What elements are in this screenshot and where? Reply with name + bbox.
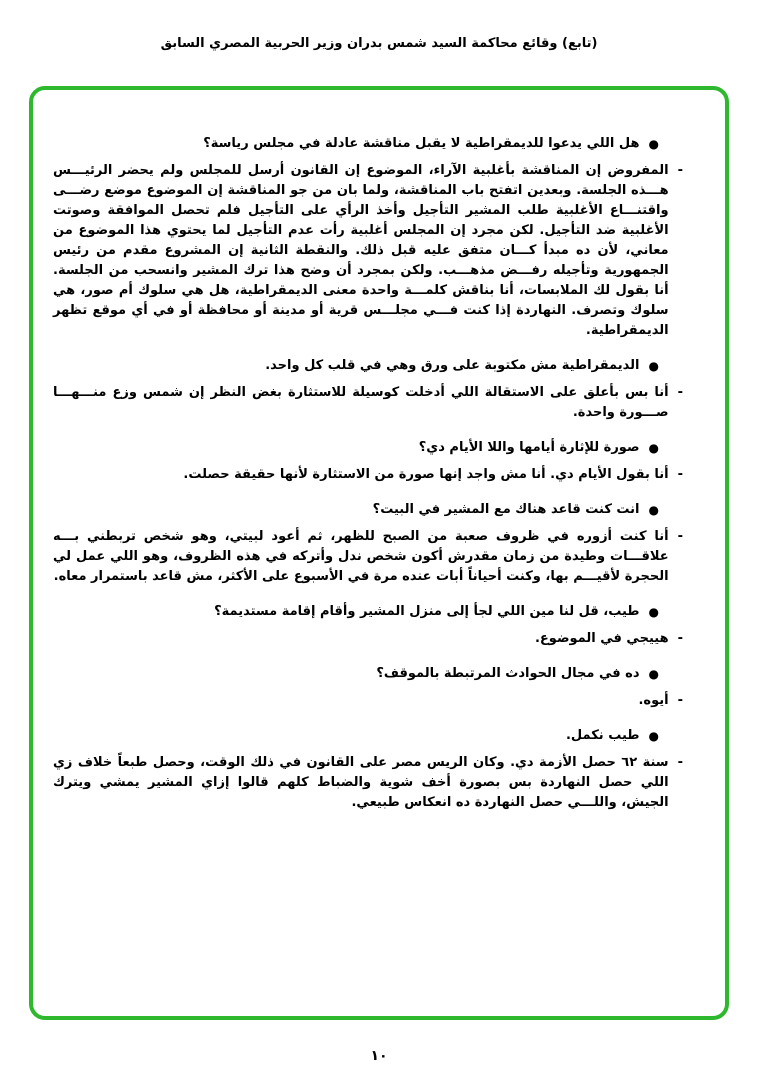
question-item bbox=[53, 602, 659, 622]
bullet-icon: ● bbox=[648, 667, 659, 681]
question-text: ده في مجال الحوادث المرتبطة بالموقف؟ bbox=[376, 666, 640, 681]
question-text: انت كنت قاعد هناك مع المشير في البيت؟ bbox=[372, 502, 640, 517]
dash-icon: - bbox=[677, 755, 683, 770]
answer-text: أيوه. bbox=[638, 693, 669, 708]
dialogue-list bbox=[33, 90, 725, 1016]
answer-item bbox=[53, 527, 683, 587]
dash-icon: - bbox=[677, 467, 683, 482]
question-item bbox=[53, 664, 659, 684]
question-text: الديمقراطية مش مكتوبة على ورق وهي في قلب كل واحد. bbox=[265, 358, 640, 373]
bullet-icon: ● bbox=[648, 605, 659, 619]
bullet-icon: ● bbox=[648, 441, 659, 455]
document-header-title: (تابع) وقائع محاكمة السيد شمس بدران وزير الحربية المصري السابق bbox=[160, 36, 598, 51]
question-item bbox=[53, 500, 659, 520]
bullet-icon: ● bbox=[648, 729, 659, 743]
question-item bbox=[53, 134, 659, 154]
bullet-icon: ● bbox=[648, 359, 659, 373]
answer-text: أنا بقول الأيام دي. أنا مش واجد إنها صورة من الاستثارة لأنها حقيقة حصلت. bbox=[183, 467, 669, 482]
bullet-icon: ● bbox=[648, 137, 659, 151]
question-text: طيب، قل لنا مين اللي لجأ إلى منزل المشير وأقام إقامة مستديمة؟ bbox=[214, 604, 640, 619]
question-item bbox=[53, 726, 659, 746]
bullet-icon: ● bbox=[648, 503, 659, 517]
answer-text: أنا كنت أزوره في ظروف صعبة من الصبح للظهر، ثم أعود لبيتي، وهو شخص تربطني بـــه علاقـــات وطيدة من زمان مقدرش أكون شخص ندل وأتركه في هذه الظروف، وهو اللي عمل لي الحجرة لأقيـــم بها، وكنت أحياناً أبات عنده مرة في الأسبوع على الأكثر، مش قاعد باستمرار معاه. bbox=[53, 529, 669, 584]
answer-text: أنا بس بأعلق على الاستقالة اللي أدخلت كوسيلة للاستثارة بغض النظر إن شمس وزع منـــهـــا صـــورة واحدة. bbox=[53, 385, 669, 420]
answer-item bbox=[53, 753, 683, 813]
dash-icon: - bbox=[677, 163, 683, 178]
question-text: صورة للإثارة أيامها واللا الأيام دي؟ bbox=[418, 440, 640, 455]
question-item bbox=[53, 438, 659, 458]
question-text: هل اللي يدعوا للديمقراطية لا يقبل مناقشة عادلة في مجلس رياسة؟ bbox=[203, 136, 640, 151]
answer-item bbox=[53, 465, 683, 485]
question-text: طيب نكمل. bbox=[565, 728, 640, 743]
answer-item bbox=[53, 691, 683, 711]
answer-item bbox=[53, 161, 683, 341]
question-item bbox=[53, 356, 659, 376]
answer-text: سنة ٦٢ حصل الأزمة دي. وكان الريس مصر على القانون في ذلك الوقت، وحصل طبعاً خلاف زي اللي حصل النهاردة بس بصورة أخف شوية والضباط كلهم قالوا إزاي المشير يمشي ويترك الجيش، واللـــي حصل النهاردة ده انعكاس طبيعي. bbox=[53, 755, 669, 810]
page-number: ١٠ bbox=[370, 1048, 388, 1064]
document-border-frame bbox=[29, 86, 729, 1020]
dash-icon: - bbox=[677, 385, 683, 400]
answer-item bbox=[53, 383, 683, 423]
answer-text: هييجي في الموضوع. bbox=[534, 631, 669, 646]
dash-icon: - bbox=[677, 631, 683, 646]
answer-item bbox=[53, 629, 683, 649]
dash-icon: - bbox=[677, 529, 683, 544]
dash-icon: - bbox=[677, 693, 683, 708]
answer-text: المفروض إن المناقشة بأغلبية الآراء، الموضوع إن القانون أرسل للمجلس ولم يحضر الرئيـــس هـــذه الجلسة. وبعدين اتفتح باب المناقشة، ولما بان من جو المناقشة إن الموضوع موضع رضـــى واقتنـــاع الأغلبية طلب المشير التأجيل وأخذ الرأي على التأجيل فلم تحصل الموافقة وصوتت الأغلبية ضد التأجيل. لكن مجرد إن المجلس أغلبية رأت عدم التأجيل لما يحتوي هذا الموضوع من معاني، لأن ده مبدأ كـــان متفق عليه قبل ذلك. والنقطة الثانية إن المشروع مقدم من رئيس الجمهورية وتأجيله رفـــض مذهـــب. ولكن بمجرد أن وضح هذا ترك المشير وانسحب من الجلسة. أنا بقول لك الملابسات، أنا بناقش كلمـــة واحدة معنى الديمقراطية، هل هي سلوك أم صور، هي سلوك وتصرف. النهاردة إذا كنت فـــي مجلـــس قرية أو مدينة أو محافظة أو في أي موقع تظهر الديمقراطية. bbox=[53, 163, 669, 338]
